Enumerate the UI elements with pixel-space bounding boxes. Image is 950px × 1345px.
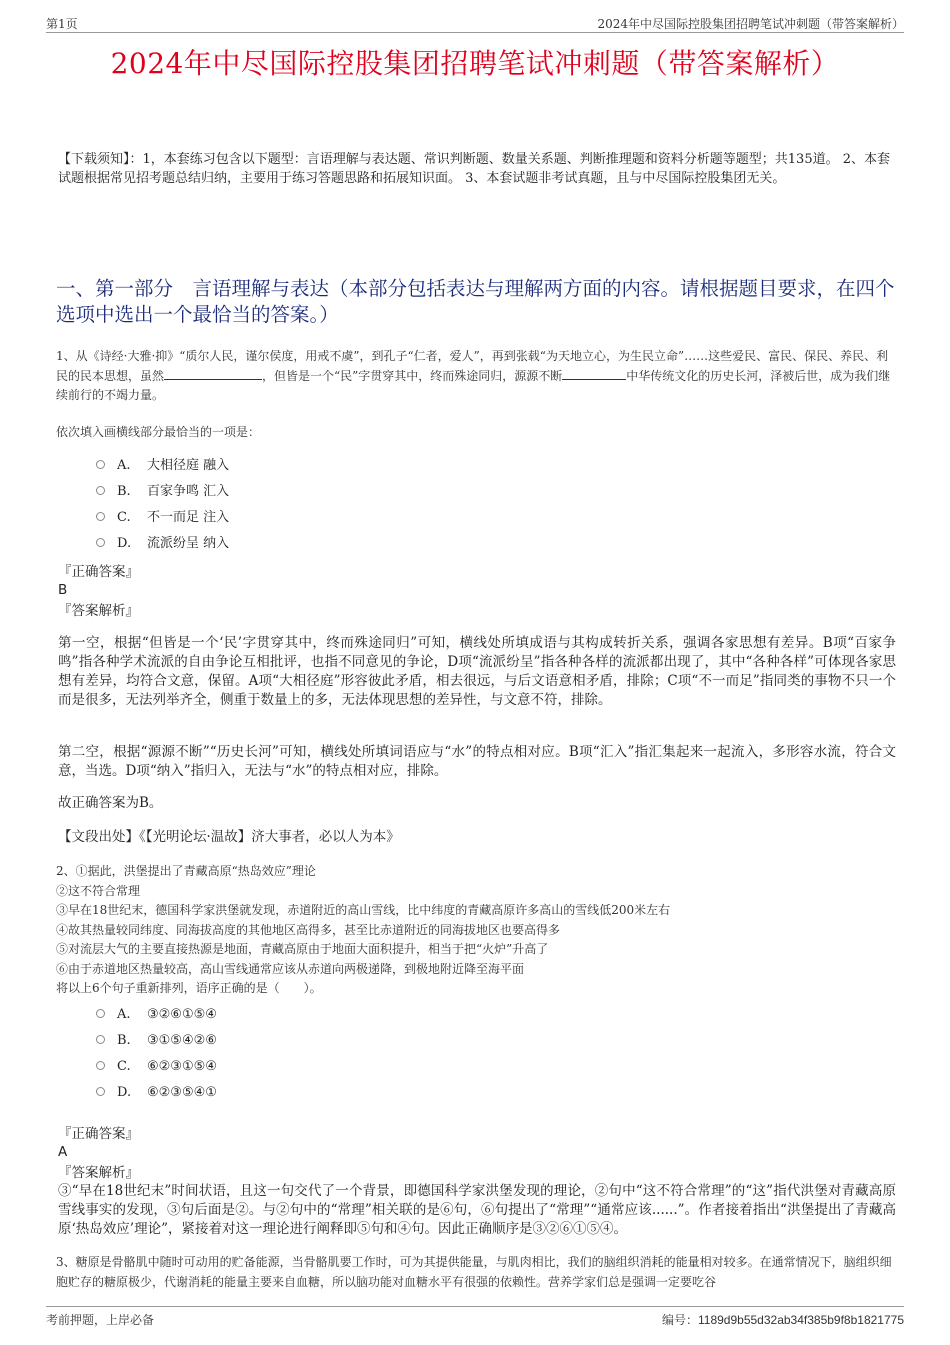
correct-answer: B xyxy=(58,582,68,598)
correct-answer: A xyxy=(58,1144,68,1160)
radio-icon[interactable] xyxy=(96,1061,105,1070)
option-b[interactable]: B. 百家争鸣 汇入 xyxy=(96,479,229,505)
radio-icon[interactable] xyxy=(96,1087,105,1096)
blank-1 xyxy=(164,367,262,380)
question-2-prompt: 将以上6个句子重新排列，语序正确的是（ ）。 xyxy=(56,981,322,995)
page-number: 第1页 xyxy=(46,17,78,31)
radio-icon[interactable] xyxy=(96,460,105,469)
radio-icon[interactable] xyxy=(96,486,105,495)
analysis-label: 『答案解析』 xyxy=(58,603,139,619)
sentence-line: ③早在18世纪末，德国科学家洪堡就发现，赤道附近的高山雪线，比中纬度的青藏高原许多高山的雪线低200米左右 xyxy=(56,903,671,917)
question-3-stem: 3、糖原是骨骼肌中随时可动用的贮备能源，当骨骼肌要工作时，可为其提供能量，与肌肉相比，我们的脑组织消耗的能量相对较多。在通常情况下，脑组织细胞贮存的糖原极少，代谢消耗的能量主要来自血糖，所以脑功能对血糖水平有很强的依赖性。营养学家们总是强调一定要吃谷 xyxy=(56,1255,892,1289)
question-2-options xyxy=(96,1002,217,1106)
blank-2 xyxy=(562,367,626,380)
analysis-label: 『答案解析』 xyxy=(58,1165,139,1181)
download-notice: 【下载须知】：1，本套练习包含以下题型：言语理解与表达题、常识判断题、数量关系题、判断推理题和资料分析题等题型；共135道。 2、本套试题根据常见招考题总结归纳，主要用于练习答题思路和拓展知识面。 3、本套试题非考试真题，且与中尽国际控股集团无关。 xyxy=(58,152,890,186)
answer-label: 『正确答案』 xyxy=(58,1126,139,1142)
option-d[interactable]: D. 流派纷呈 纳入 xyxy=(96,531,229,557)
passage-source: 【文段出处】《【光明论坛·温故】济大事者，必以人为本》 xyxy=(58,829,400,845)
option-a[interactable]: A. ③②⑥①⑤④ xyxy=(96,1002,217,1028)
option-a[interactable]: A. 大相径庭 融入 xyxy=(96,453,229,479)
sentence-line: ④故其热量较同纬度、同海拔高度的其他地区高得多，甚至比赤道附近的同海拔地区也要高得多 xyxy=(56,922,561,937)
answer-label: 『正确答案』 xyxy=(58,564,139,580)
sentence-line: ⑥由于赤道地区热量较高，高山雪线通常应该从赤道向两极递降，到极地附近降至海平面 xyxy=(56,961,525,976)
question-2-stem xyxy=(56,862,898,999)
sentence-line: 2、①据此，洪堡提出了青藏高原“热岛效应”理论 xyxy=(56,864,316,878)
question-1-prompt: 依次填入画横线部分最恰当的一项是： xyxy=(56,425,261,439)
question-1-options xyxy=(96,453,229,557)
footer-code: 编号：1189d9b55d32ab34f385b9f8b1821775 xyxy=(661,1313,904,1327)
footer-slogan: 考前押题，上岸必备 xyxy=(46,1313,155,1327)
option-c[interactable]: C. ⑥②③①⑤④ xyxy=(96,1054,217,1080)
sentence-line: ②这不符合常理 xyxy=(56,883,141,898)
analysis-paragraph-1: 第一空，根据“但皆是一个‘民’字贯穿其中，终而殊途同归”可知，横线处所填成语与其构成转折关系，强调各家思想有差异。B项“百家争鸣”指各种学术流派的自由争论互相批评，也指不同意见的争论，D项“流派纷呈”指各种各样的流派都出现了，其中“各种各样”可体现各家思想有差异，均符合文意，保留。A项“大相径庭”形容彼此矛盾，相去很远，与后文语意相矛盾，排除；C项“不一而足”指同类的事物不只一个而是很多，无法列举齐全，侧重于数量上的多，无法体现思想的差异性，与文意不符，排除。 xyxy=(58,635,896,708)
page-header xyxy=(46,14,904,33)
analysis-paragraph-2: 第二空，根据“源源不断”“历史长河”可知，横线处所填词语应与“水”的特点相对应。B项“汇入”指汇集起来一起流入，多形容水流，符合文意，当选。D项“纳入”指归入，无法与“水”的特点相对应，排除。 xyxy=(58,744,896,779)
radio-icon[interactable] xyxy=(96,538,105,547)
page-footer xyxy=(46,1306,904,1327)
option-b[interactable]: B. ③①⑤④②⑥ xyxy=(96,1028,217,1054)
analysis-conclusion: 故正确答案为B。 xyxy=(58,795,163,811)
analysis-paragraph: ③“早在18世纪末”时间状语，且这一句交代了一个背景，即德国科学家洪堡发现的理论，②句中“这不符合常理”的“这”指代洪堡对青藏高原雪线事实的发现，③句后面是②。与②句中的“常理”相关联的是⑥句，⑥句提出了“常理”“通常应该......”。作者接着指出“洪堡提出了青藏高原‘热岛效应’理论”，紧接着对这一理论进行阐释即⑤句和④句。因此正确顺序是③②⑥①⑤④。 xyxy=(58,1183,896,1237)
header-doc-title: 2024年中尽国际控股集团招聘笔试冲刺题（带答案解析） xyxy=(597,17,904,31)
radio-icon[interactable] xyxy=(96,512,105,521)
document-title: 2024年中尽国际控股集团招聘笔试冲刺题（带答案解析） xyxy=(110,47,840,80)
radio-icon[interactable] xyxy=(96,1035,105,1044)
option-d[interactable]: D. ⑥②③⑤④① xyxy=(96,1080,217,1106)
question-1-stem: 1、从《诗经·大雅·抑》“质尔人民，谨尔侯度，用戒不虞”，到孔子“仁者，爱人”，再到张载“为天地立心，为生民立命”……这些爱民、富民、保民、养民、利民的民本思想，虽然 ，但皆是一个“民”字贯穿其中，终而殊途同归，源源不断 中华传统文化的历史长河，泽被后世，成为我们继续前行的不竭力量。 xyxy=(56,349,891,402)
section-title: 一、第一部分 言语理解与表达（本部分包括表达与理解两方面的内容。请根据题目要求，在四个选项中选出一个最恰当的答案。） xyxy=(56,277,895,326)
option-c[interactable]: C. 不一而足 注入 xyxy=(96,505,229,531)
sentence-line: ⑤对流层大气的主要直接热源是地面，青藏高原由于地面大面积提升，相当于把“火炉”升高了 xyxy=(56,942,549,956)
radio-icon[interactable] xyxy=(96,1009,105,1018)
